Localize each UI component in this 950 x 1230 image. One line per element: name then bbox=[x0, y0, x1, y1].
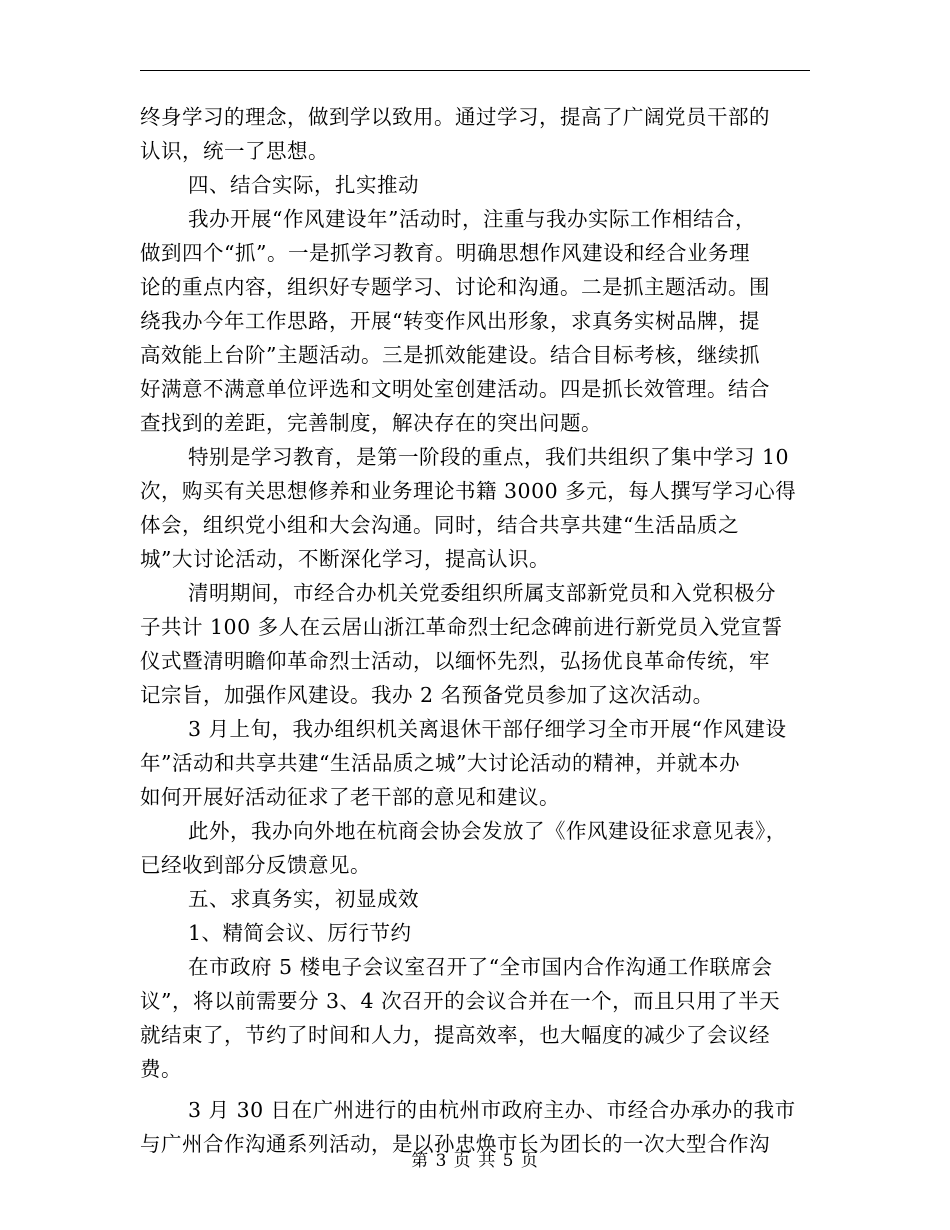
text-line: 高效能上台阶”主题活动。三是抓效能建设。结合目标考核，继续抓 bbox=[140, 343, 760, 367]
text-line: 记宗旨，加强作风建设。我办 2 名预备党员参加了这次活动。 bbox=[140, 683, 714, 707]
text-line: 城”大讨论活动，不断深化学习，提高认识。 bbox=[140, 547, 550, 571]
text-line: 与广州合作沟通系列活动，是以孙忠焕市长为团长的一次大型合作沟 bbox=[140, 1132, 770, 1156]
text-line: 好满意不满意单位评选和文明处室创建活动。四是抓长效管理。结合 bbox=[140, 377, 770, 401]
text-line: 我办开展“作风建设年”活动时，注重与我办实际工作相结合， bbox=[188, 207, 756, 231]
text-line: 仪式暨清明瞻仰革命烈士活动，以缅怀先烈，弘扬优良革命传统，牢 bbox=[140, 649, 770, 673]
text-line: 就结束了，节约了时间和人力，提高效率，也大幅度的减少了会议经 bbox=[140, 1023, 770, 1047]
header-rule bbox=[140, 70, 810, 71]
text-line: 此外，我办向外地在杭商会协会发放了《作风建设征求意见表》， bbox=[188, 819, 787, 843]
section-heading: 五、求真务实，初显成效 bbox=[188, 887, 419, 911]
text-line: 清明期间，市经合办机关党委组织所属支部新党员和入党积极分 bbox=[188, 581, 776, 605]
text-line: 特别是学习教育，是第一阶段的重点，我们共组织了集中学习 10 bbox=[188, 445, 790, 469]
text-line: 年”活动和共享共建“生活品质之城”大讨论活动的精神，并就本办 bbox=[140, 751, 740, 775]
text-line: 论的重点内容，组织好专题学习、讨论和沟通。二是抓主题活动。围 bbox=[140, 275, 770, 299]
body-text bbox=[140, 100, 816, 1161]
text-line: 绕我办今年工作思路，开展“转变作风出形象，求真务实树品牌，提 bbox=[140, 309, 760, 333]
text-line: 体会，组织党小组和大会沟通。同时，结合共享共建“生活品质之 bbox=[140, 513, 739, 537]
text-line: 子共计 100 多人在云居山浙江革命烈士纪念碑前进行新党员入党宣誓 bbox=[140, 615, 783, 639]
text-line: 议”，将以前需要分 3、4 次召开的会议合并在一个，而且只用了半天 bbox=[140, 989, 781, 1013]
section-heading: 四、结合实际，扎实推动 bbox=[188, 173, 419, 197]
text-line: 已经收到部分反馈意见。 bbox=[140, 853, 371, 877]
text-line: 次，购买有关思想修养和业务理论书籍 3000 多元，每人撰写学习心得 bbox=[140, 479, 797, 503]
text-line: 查找到的差距，完善制度，解决存在的突出问题。 bbox=[140, 411, 602, 435]
subsection-heading: 1、精简会议、厉行节约 bbox=[188, 921, 412, 945]
text-line: 如何开展好活动征求了老干部的意见和建议。 bbox=[140, 785, 560, 809]
paragraph-gap bbox=[140, 1086, 816, 1093]
text-line: 3 月上旬，我办组织机关离退休干部仔细学习全市开展“作风建设 bbox=[188, 717, 787, 741]
text-line: 做到四个“抓”。一是抓学习教育。明确思想作风建设和经合业务理 bbox=[140, 241, 750, 265]
text-line: 终身学习的理念，做到学以致用。通过学习，提高了广阔党员干部的 bbox=[140, 105, 770, 129]
text-line: 认识，统一了思想。 bbox=[140, 139, 329, 163]
text-line: 费。 bbox=[140, 1057, 182, 1081]
page-number-footer: 第 3 页 共 5 页 bbox=[411, 1151, 539, 1171]
text-line: 在市政府 5 楼电子会议室召开了“全市国内合作沟通工作联席会 bbox=[188, 955, 773, 979]
text-line: 3 月 30 日在广州进行的由杭州市政府主办、市经合办承办的我市 bbox=[188, 1098, 796, 1122]
